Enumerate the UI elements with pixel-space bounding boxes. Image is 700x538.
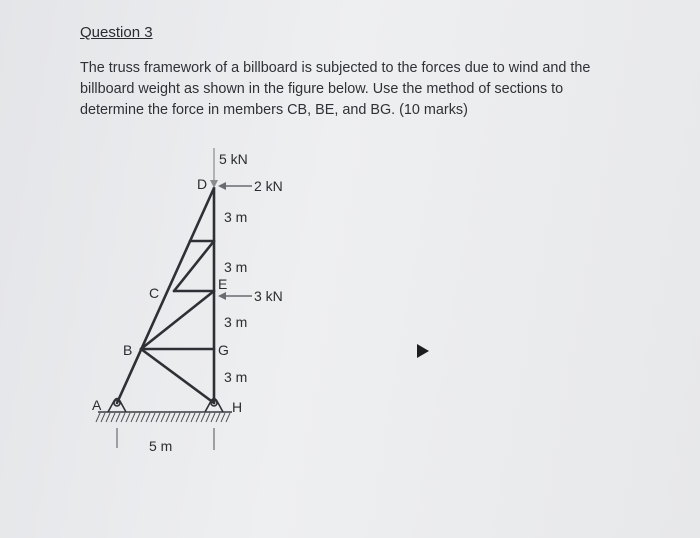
dimension-label: 3 m xyxy=(224,314,248,330)
load-label-vertical: 5 kN xyxy=(219,151,248,167)
node-label-d: D xyxy=(197,176,208,192)
question-line: The truss framework of a billboard is subjected to the forces due to wind and the xyxy=(80,60,591,76)
load-label-mid-horizontal: 3 kN xyxy=(254,288,283,304)
node-label-a: A xyxy=(92,397,102,413)
question-line: determine the force in members CB, BE, and BG. (10 marks) xyxy=(80,102,468,118)
load-label-top-horizontal: 2 kN xyxy=(254,178,283,194)
node-label-e: E xyxy=(218,276,228,292)
question-heading: Question 3 xyxy=(80,24,153,41)
dimension-label: 3 m xyxy=(224,369,248,385)
node-label-h: H xyxy=(232,399,243,415)
node-label-c: C xyxy=(149,285,160,301)
question-line: billboard weight as shown in the figure below. Use the method of sections to xyxy=(80,81,564,97)
node-label-b: B xyxy=(123,342,133,358)
node-label-g: G xyxy=(218,342,229,358)
dimension-label-base: 5 m xyxy=(149,438,173,454)
dimension-label: 3 m xyxy=(224,259,248,275)
dimension-label: 3 m xyxy=(224,209,248,225)
